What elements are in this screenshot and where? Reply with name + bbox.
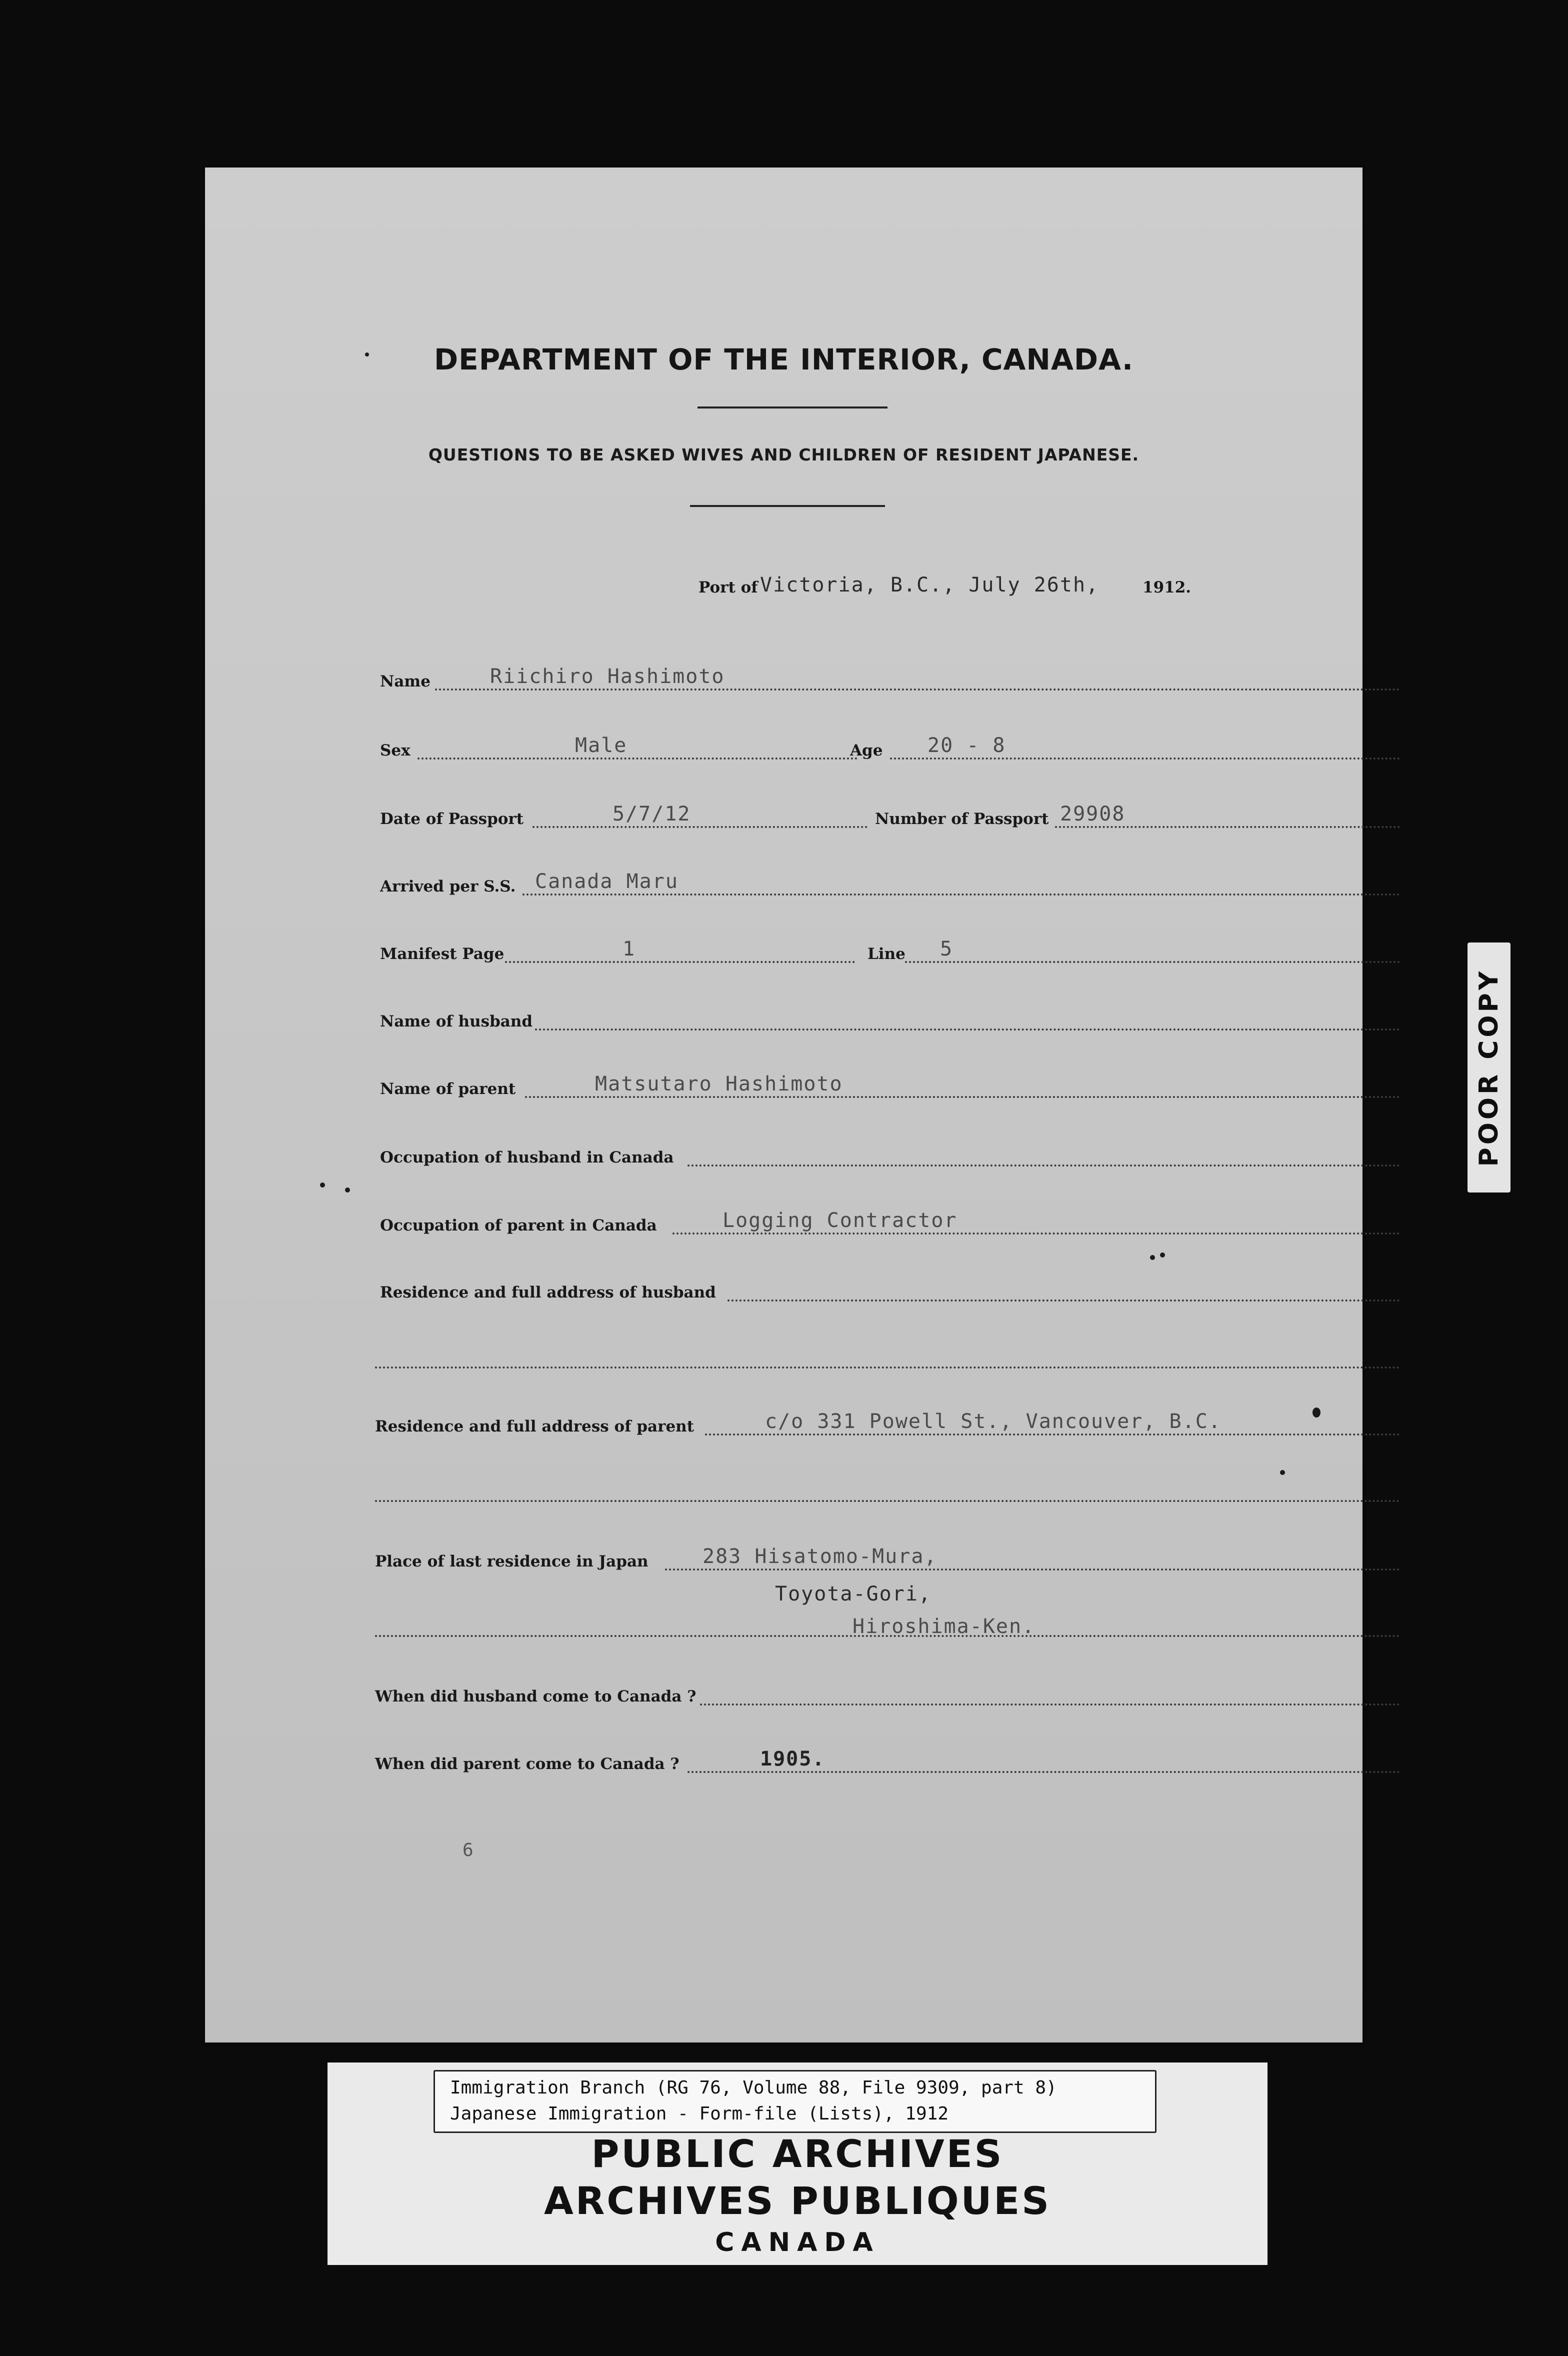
- husband-occupation-label: Occupation of husband in Canada: [380, 1148, 674, 1166]
- document-title: DEPARTMENT OF THE INTERIOR, CANADA.: [434, 342, 1134, 376]
- ink-speck: [1150, 1255, 1155, 1260]
- manifest-page-line: [505, 961, 855, 963]
- husband-residence-label: Residence and full address of husband: [380, 1284, 716, 1302]
- title-rule: [698, 406, 888, 408]
- parent-residence-label: Residence and full address of parent: [375, 1418, 694, 1436]
- husband-name-label: Name of husband: [380, 1012, 533, 1030]
- parent-residence-value: c/o 331 Powell St., Vancouver, B.C.: [765, 1410, 1222, 1433]
- ink-speck: [1312, 1408, 1320, 1418]
- ink-speck: [345, 1188, 350, 1192]
- passport-date-line: [532, 826, 868, 828]
- document-subtitle: QUESTIONS TO BE ASKED WIVES AND CHILDREN OF RESIDENT JAPANESE.: [428, 445, 1140, 464]
- passport-number-value: 29908: [1060, 802, 1126, 826]
- age-label: Age: [850, 742, 883, 760]
- archive-heading-french: ARCHIVES PUBLIQUES: [544, 2178, 1051, 2223]
- parent-residence-line-2: [375, 1500, 1400, 1502]
- line-value: 5: [940, 938, 954, 960]
- archive-heading-english: PUBLIC ARCHIVES: [591, 2132, 1004, 2176]
- port-year: 1912.: [1142, 578, 1192, 596]
- sex-label: Sex: [380, 742, 410, 760]
- age-line: [890, 758, 1400, 760]
- parent-name-line: [525, 1096, 1400, 1098]
- parent-name-label: Name of parent: [380, 1080, 516, 1098]
- japan-residence-line1: 283 Hisatomo-Mura,: [702, 1545, 938, 1568]
- line-label: Line: [868, 945, 906, 963]
- subtitle-rule: [690, 505, 885, 507]
- name-value: Riichiro Hashimoto: [490, 665, 725, 688]
- parent-arrival-label: When did parent come to Canada ?: [375, 1755, 680, 1773]
- parent-arrival-value: 1905.: [760, 1748, 826, 1770]
- arrived-value: Canada Maru: [535, 870, 678, 893]
- japan-residence-label: Place of last residence in Japan: [375, 1552, 648, 1570]
- ink-speck: [1160, 1252, 1165, 1258]
- husband-arrival-label: When did husband come to Canada ?: [375, 1688, 696, 1706]
- parent-occupation-value: Logging Contractor: [722, 1209, 958, 1232]
- japan-residence-line2: Toyota-Gori,: [775, 1582, 932, 1606]
- archive-reference-line2: Japanese Immigration - Form-file (Lists), 1912: [450, 2104, 948, 2124]
- husband-arrival-line: [700, 1704, 1400, 1706]
- line-line: [905, 961, 1400, 963]
- archive-heading-country: CANADA: [715, 2228, 880, 2258]
- archive-label: [328, 2062, 1268, 2265]
- parent-occupation-line: [672, 1232, 1400, 1234]
- ink-speck: [320, 1182, 325, 1188]
- passport-date-label: Date of Passport: [380, 810, 524, 828]
- parent-name-value: Matsutaro Hashimoto: [595, 1072, 843, 1096]
- manifest-page-value: 1: [622, 938, 636, 960]
- sex-value: Male: [575, 734, 628, 757]
- husband-name-line: [535, 1028, 1400, 1030]
- japan-residence-line: [665, 1568, 1400, 1570]
- archive-reference-strip: [434, 2070, 1156, 2133]
- archive-reference-line1: Immigration Branch (RG 76, Volume 88, File 9309, part 8): [450, 2078, 1057, 2098]
- parent-occupation-label: Occupation of parent in Canada: [380, 1216, 657, 1234]
- husband-residence-line-2: [375, 1366, 1400, 1368]
- japan-residence-line3: Hiroshima-Ken.: [852, 1615, 1036, 1638]
- passport-date-value: 5/7/12: [612, 802, 691, 826]
- arrived-line: [522, 894, 1400, 896]
- poor-copy-text: POOR COPY: [1474, 968, 1504, 1167]
- husband-occupation-line: [688, 1164, 1400, 1166]
- parent-residence-line: [705, 1434, 1400, 1436]
- port-value: Victoria, B.C., July 26th,: [760, 574, 1100, 596]
- ink-speck: [1280, 1470, 1285, 1475]
- parent-arrival-line: [688, 1771, 1400, 1773]
- passport-number-line: [1055, 826, 1400, 828]
- passport-number-label: Number of Passport: [875, 810, 1049, 828]
- husband-residence-line: [728, 1300, 1400, 1302]
- form-page: [205, 168, 1362, 2042]
- age-value: 20 - 8: [928, 734, 1006, 757]
- name-line: [435, 688, 1400, 690]
- poor-copy-tag: [1468, 942, 1510, 1192]
- manifest-page-label: Manifest Page: [380, 945, 504, 963]
- port-label: Port of: [698, 578, 758, 596]
- arrived-label: Arrived per S.S.: [380, 878, 516, 896]
- page-mark: 6: [462, 1840, 474, 1860]
- sex-line: [418, 758, 858, 760]
- name-label: Name: [380, 672, 430, 690]
